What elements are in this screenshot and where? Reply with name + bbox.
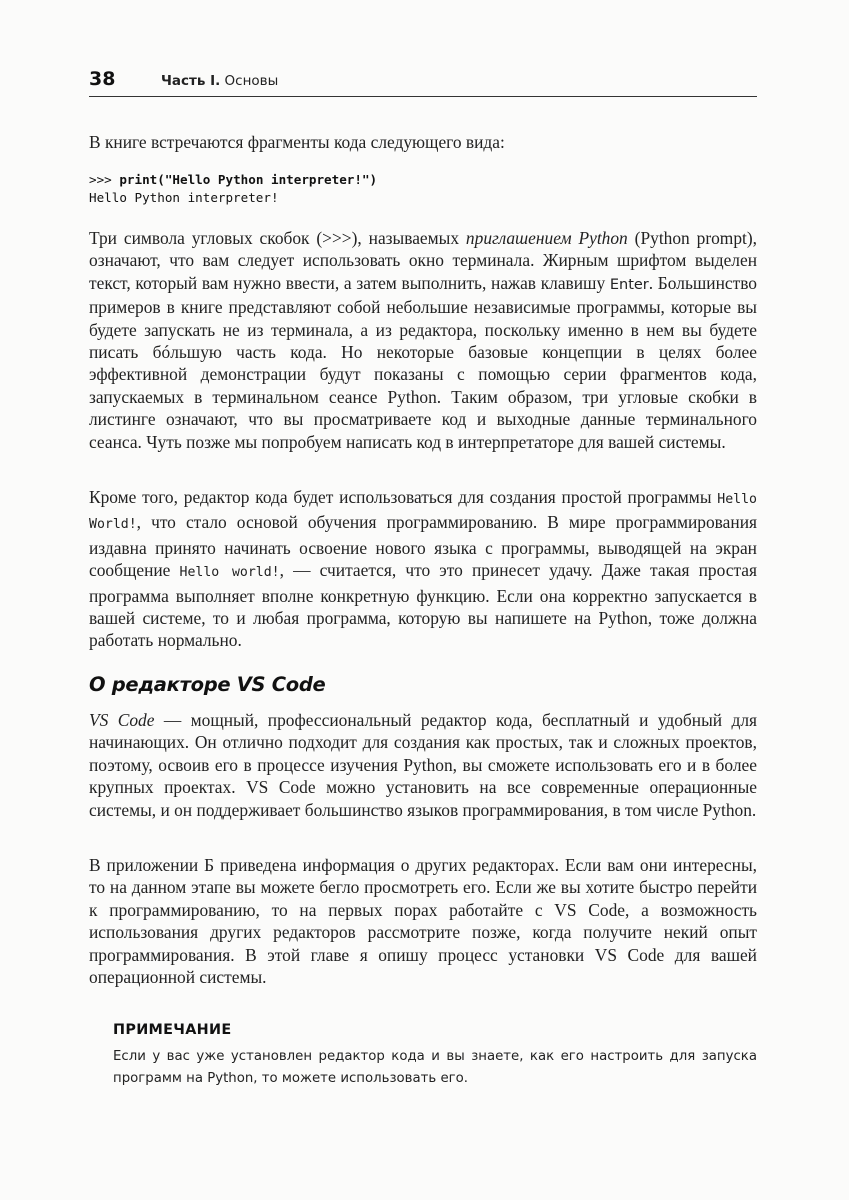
text-run: Три символа угловых скобок (>>>), называемых: [89, 228, 466, 248]
note-box: [113, 1022, 757, 1090]
code-example: [89, 171, 377, 207]
part-label: Часть I.: [161, 73, 221, 89]
intro-paragraph: В книге встречаются фрагменты кода следующего вида:: [89, 132, 505, 152]
page-number: 38: [89, 68, 116, 90]
text-run: Кроме того, редактор кода будет использоваться для создания простой программы: [89, 487, 718, 507]
part-title: [161, 73, 278, 89]
section-heading: О редакторе VS Code: [89, 673, 326, 696]
paragraph-vs-code: [89, 709, 757, 821]
term-python-prompt: приглашением Python: [465, 228, 628, 248]
paragraph-appendix: В приложении Б приведена информация о других редакторах. Если вам они интересны, то на данном этапе вы можете бегло просмотреть его. Если же вы хотите быстро перейти к программированию, то на первых порах работайте с VS Code, а возможность использования других редакторов рассмотрите позже, когда получите некий опыт программирования. В этой главе я опишу процесс установки VS Code для вашей операционной системы.: [89, 855, 757, 988]
text-run: , что стало основой обучения программированию. В мире программирования издавна принято начинать освоение нового языка с программы, выводящей на экран сообщение: [89, 512, 757, 581]
part-name: Основы: [224, 73, 279, 89]
inline-code-hello-world: Hello World!: [89, 492, 757, 533]
inline-code-hello-world-2: Hello world!: [179, 565, 280, 581]
term-vs-code: VS Code: [89, 710, 155, 730]
code-prompt: >>>: [89, 172, 120, 187]
text-run: — мощный, профессиональный редактор кода, бесплатный и удобный для начинающих. Он отлично подходит для создания как простых, так и сложных проектов, поэтому, освоив его в процессе изучения Python, вы сможете использовать его и в более крупных проектах. VS Code можно установить на все современные операционные системы, и он поддерживает большинство языков программирования, в том числе Python.: [89, 710, 757, 820]
paragraph-prompt: [89, 227, 757, 453]
key-enter: Enter: [609, 276, 649, 293]
running-head: [89, 66, 757, 97]
code-command: print("Hello Python interpreter!"): [119, 172, 378, 187]
paragraph-hello-world: [89, 486, 757, 652]
note-title: ПРИМЕЧАНИЕ: [113, 1022, 232, 1038]
text-run: , — считается, что это принесет удачу. Даже такая простая программа выполняет вполне конкретную функцию. Если она корректно запускается в вашей системе, то и любая программа, которую вы напишете на Python, тоже должна работать нормально.: [89, 560, 757, 651]
code-line-command: [89, 171, 377, 189]
code-line-output: Hello Python interpreter!: [89, 190, 279, 205]
note-text: Если у вас уже установлен редактор кода и вы знаете, как его настроить для запуска программ на Python, то можете использовать его.: [113, 1049, 757, 1086]
text-run: . Большинство примеров в книге представляют собой небольшие независимые программы, которые вы будете запускать не из терминала, а из редактора, поскольку именно в нем вы будете писать бóльшую часть кода. Но некоторые базовые концепции в целях более эффективной демонстрации будут показаны с помощью серии фрагментов кода, запускаемых в терминальном сеансе Python. Таким образом, три угловые скобки в листинге означают, что вы просматриваете код и выходные данные терминального сеанса. Чуть позже мы попробуем написать код в интерпретаторе для вашей системы.: [89, 272, 757, 452]
text-run: (Python prompt), означают, что вам следует использовать окно терминала. Жирным шрифтом выделен текст, который вам нужно ввести, а затем выполнить, нажав клавишу: [89, 228, 757, 293]
